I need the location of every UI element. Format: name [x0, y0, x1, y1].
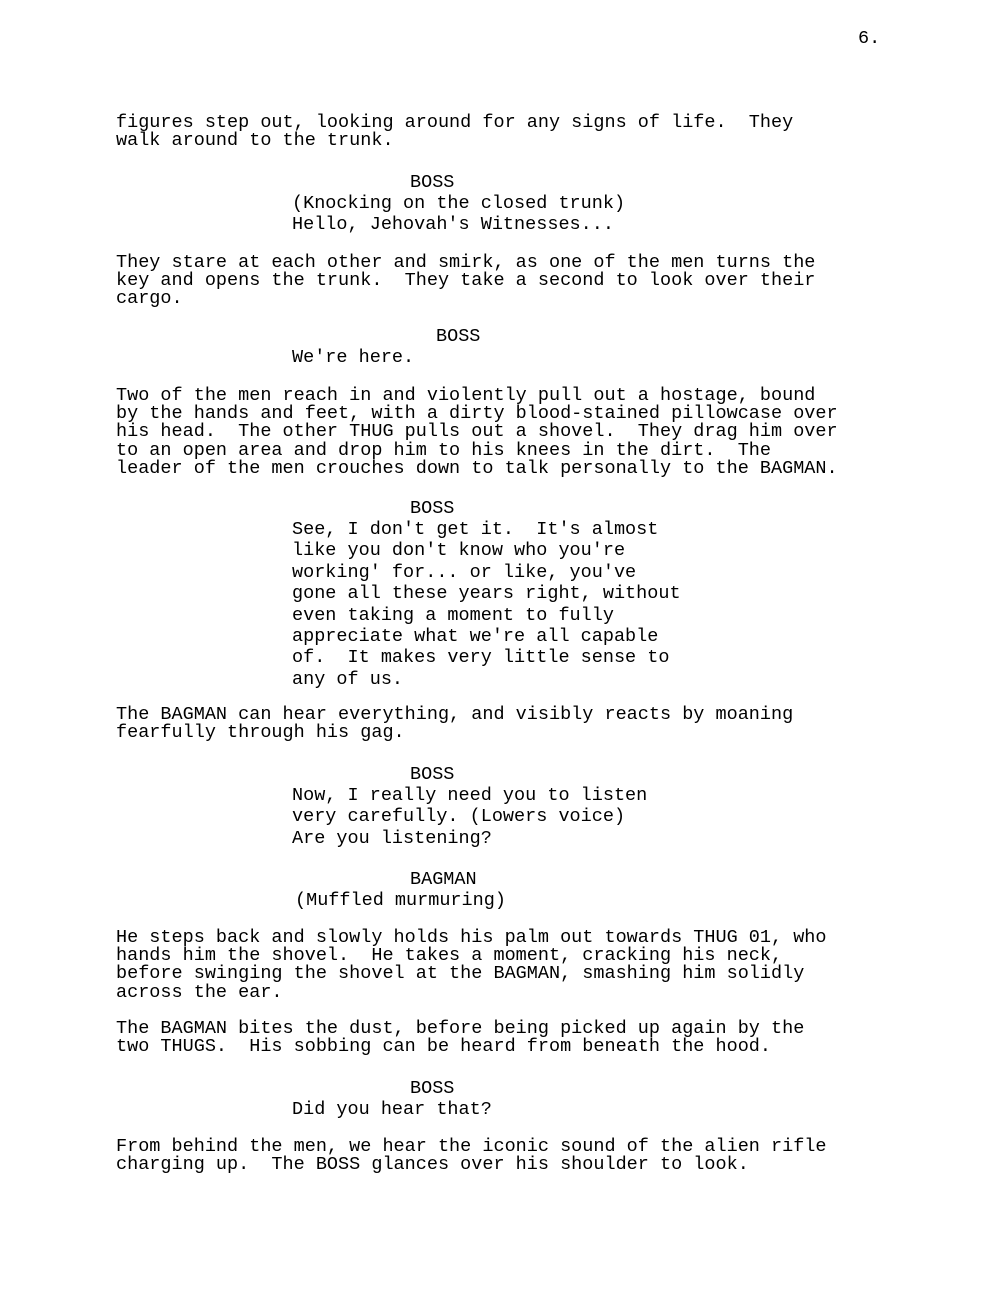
action-line: He steps back and slowly holds his palm out towards THUG 01, who hands him the shovel. He takes a moment, cracking his neck, before swinging the shovel at the BAGMAN, smashing him solidly across the ear. [116, 927, 827, 1003]
dialogue: See, I don't get it. It's almost like you don't know who you're working' for... or like, you've gone all these years right, without even taking a moment to fully appreciate what we're all capable of. It makes very little sense to any of us. [292, 519, 681, 690]
character-cue: BOSS [410, 1078, 455, 1099]
character-cue: BOSS [436, 326, 481, 347]
action-line: Two of the men reach in and violently pull out a hostage, bound by the hands and feet, with a dirty blood-stained pillowcase over his head. The other THUG pulls out a shovel. They drag him over to an open area and drop him to his knees in the dirt. The leader of the men crouches down to talk personally to the BAGMAN. [116, 385, 838, 479]
character-cue: BAGMAN [410, 869, 477, 890]
action-line: The BAGMAN bites the dust, before being picked up again by the two THUGS. His sobbing can be heard from beneath the hood. [116, 1018, 805, 1058]
action-line: figures step out, looking around for any signs of life. They walk around to the trunk. [116, 112, 794, 152]
action-line: They stare at each other and smirk, as one of the men turns the key and opens the trunk. They take a second to look over their cargo. [116, 252, 816, 310]
dialogue: Now, I really need you to listen very carefully. (Lowers voice) Are you listening? [292, 785, 648, 849]
character-cue: BOSS [410, 764, 455, 785]
dialogue: Did you hear that? [292, 1099, 492, 1120]
character-cue: BOSS [410, 498, 455, 519]
parenthetical: (Knocking on the closed trunk) [292, 193, 626, 214]
dialogue: We're here. [292, 347, 415, 368]
action-line: The BAGMAN can hear everything, and visibly reacts by moaning fearfully through his gag. [116, 704, 794, 744]
parenthetical: (Muffled murmuring) [295, 890, 506, 911]
page-number: 6. [858, 28, 881, 49]
dialogue: Hello, Jehovah's Witnesses... [292, 214, 614, 235]
action-line: From behind the men, we hear the iconic sound of the alien rifle charging up. The BOSS glances over his shoulder to look. [116, 1136, 827, 1176]
character-cue: BOSS [410, 172, 455, 193]
